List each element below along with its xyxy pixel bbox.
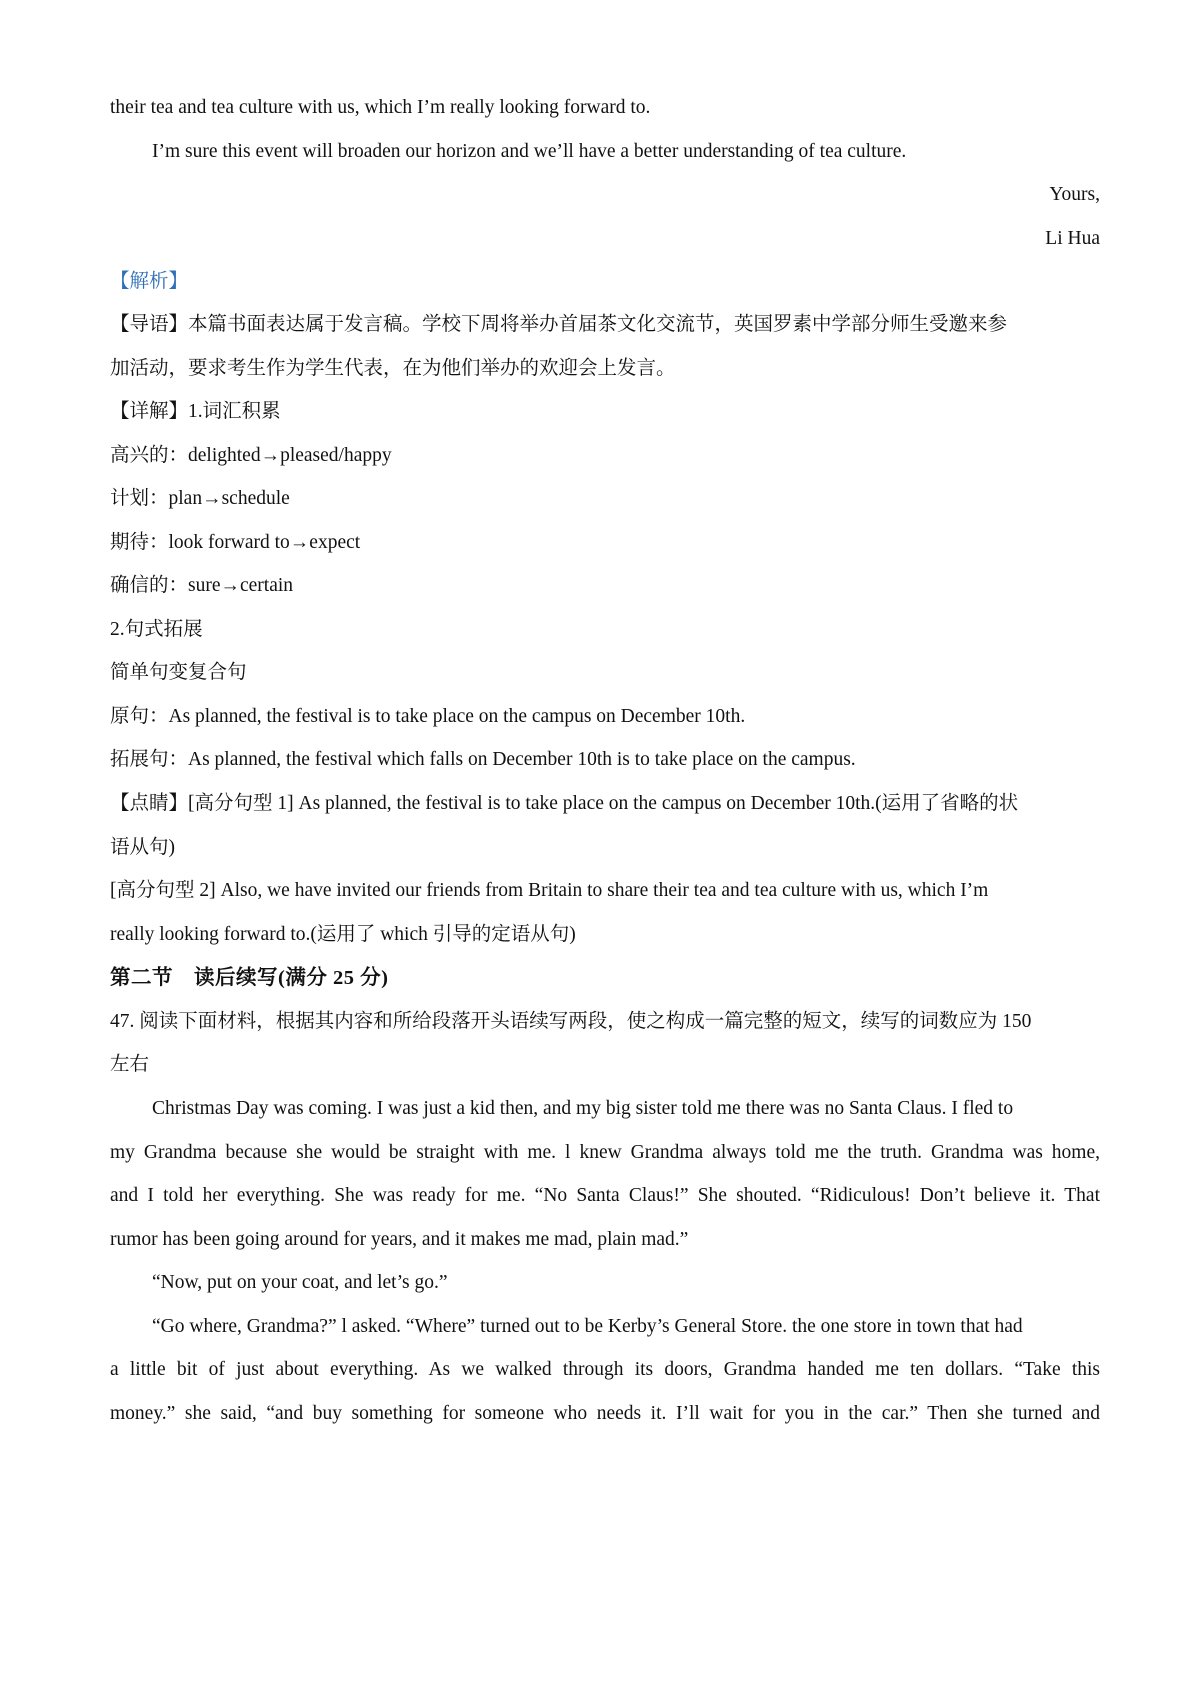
passage-line: Christmas Day was coming. I was just a kid then, and my big sister told me there was no Santa Claus. I fled to xyxy=(152,1098,1014,1119)
highlight-note: [高分句型 2] Also, we have invited our friends from Britain to share their tea and tea culture with us, which I’m xyxy=(110,880,989,901)
highlight-note-cont: really looking forward to.(运用了 which 引导的定语从句) xyxy=(110,924,576,945)
passage-line: my Grandma because she would be straight with me. l knew Grandma always told me the truth. Grandma was home, xyxy=(110,1142,1100,1163)
question-prompt-cont: 左右 xyxy=(110,1054,150,1075)
analysis-heading: 【解析】 xyxy=(110,271,189,292)
passage-line: money.” she said, “and buy something for someone who needs it. I’ll wait for you in the car.” Then she turned and xyxy=(110,1403,1100,1424)
highlight-note-cont: 语从句) xyxy=(110,837,175,858)
sentence-subheading: 简单句变复合句 xyxy=(110,662,247,683)
vocab-item: 确信的：sure→certain xyxy=(110,575,294,596)
vocab-item: 高兴的：delighted→pleased/happy xyxy=(110,445,392,466)
vocab-item: 期待：look forward to→expect xyxy=(110,532,361,553)
expanded-sentence: 拓展句：As planned, the festival which falls on December 10th is to take place on the campus. xyxy=(110,749,856,770)
detail-heading: 【详解】1.词汇积累 xyxy=(110,401,281,422)
passage-line: a little bit of just about everything. As we walked through its doors, Grandma handed me ten dollars. “Take this xyxy=(110,1359,1100,1380)
passage-line: “Now, put on your coat, and let’s go.” xyxy=(152,1272,448,1293)
section-heading: 第二节 读后续写(满分 25 分) xyxy=(110,967,389,989)
passage-line: rumor has been going around for years, and it makes me mad, plain mad.” xyxy=(110,1229,689,1250)
essay-line: I’m sure this event will broaden our horizon and we’ll have a better understanding of tea culture. xyxy=(152,141,907,162)
passage-line: and I told her everything. She was ready for me. “No Santa Claus!” She shouted. “Ridiculous! Don’t believe it. That xyxy=(110,1185,1100,1206)
analysis-intro: 【导语】本篇书面表达属于发言稿。学校下周将举办首届茶文化交流节，英国罗素中学部分师生受邀来参 xyxy=(110,314,1008,335)
original-sentence: 原句：As planned, the festival is to take place on the campus on December 10th. xyxy=(110,706,746,727)
letter-closing: Yours, xyxy=(1049,184,1100,205)
sentence-section-heading: 2.句式拓展 xyxy=(110,619,203,640)
question-prompt: 47. 阅读下面材料，根据其内容和所给段落开头语续写两段，使之构成一篇完整的短文，续写的词数应为 150 xyxy=(110,1011,1032,1032)
passage-line: “Go where, Grandma?” l asked. “Where” turned out to be Kerby’s General Store. the one store in town that had xyxy=(152,1316,1023,1337)
highlight-note: 【点睛】[高分句型 1] As planned, the festival is to take place on the campus on December 10th.(运用了省略的状 xyxy=(110,793,1019,814)
essay-line: their tea and tea culture with us, which I’m really looking forward to. xyxy=(110,97,651,118)
letter-signature: Li Hua xyxy=(1045,228,1100,249)
analysis-intro-cont: 加活动，要求考生作为学生代表，在为他们举办的欢迎会上发言。 xyxy=(110,358,676,379)
vocab-item: 计划：plan→schedule xyxy=(110,488,290,509)
